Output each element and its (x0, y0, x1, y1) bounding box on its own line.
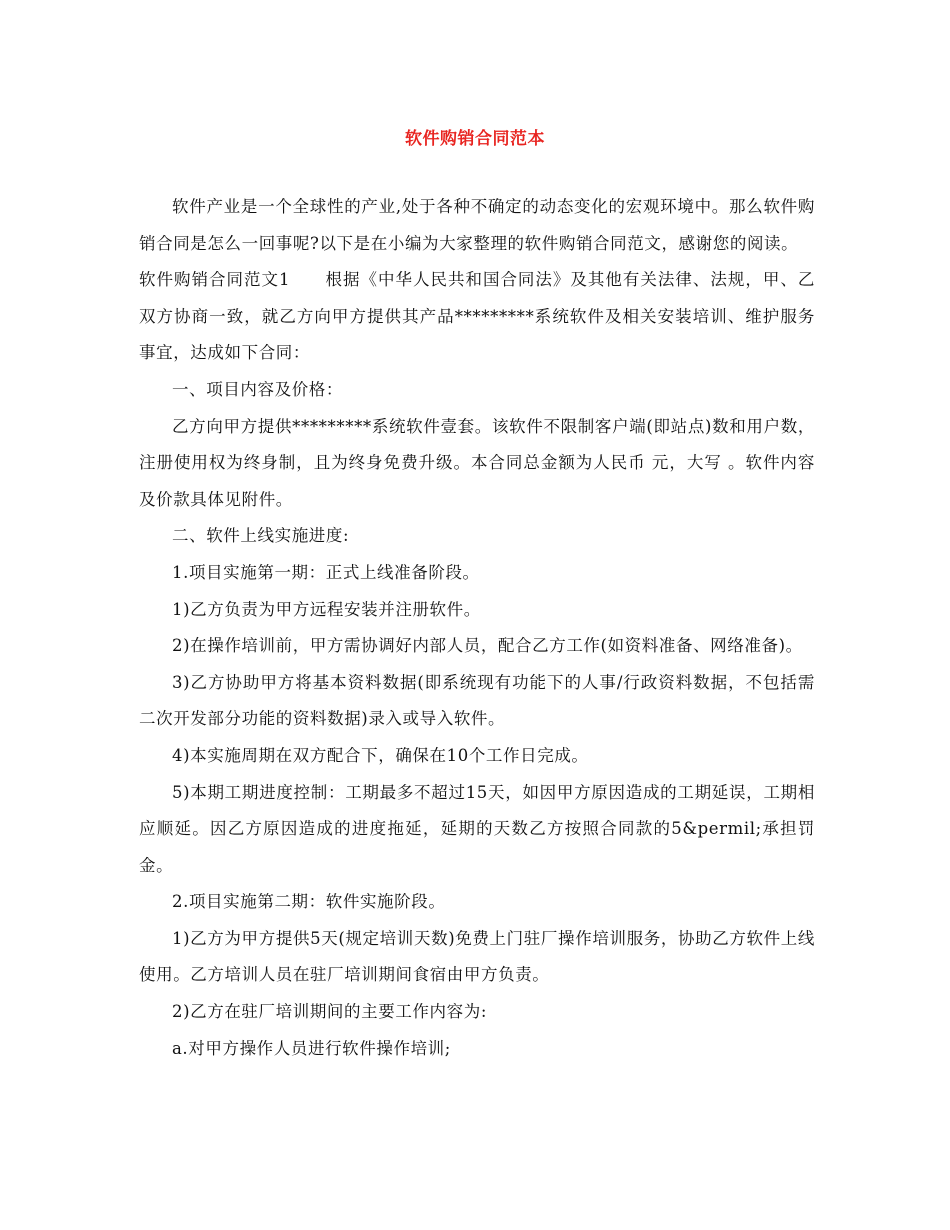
phase-2-heading: 2.项目实施第二期：软件实施阶段。 (172, 892, 446, 912)
section-heading-2: 二、软件上线实施进度: (172, 526, 350, 546)
phase-1-heading: 1.项目实施第一期：正式上线准备阶段。 (172, 562, 480, 582)
paragraph-content-price: 乙方向甲方提供*********系统软件壹套。该软件不限制客户端(即站点)数和用户数，注册使用权为终身制，且为终身免费升级。本合同总金额为人民币 元，大写 。软件内容及价款具体见附件。 (139, 416, 815, 509)
phase-1-item-5: 5)本期工期进度控制：工期最多不超过15天，如因甲方原因造成的工期延误，工期相应顺延。因乙方原因造成的进度拖延，延期的天数乙方按照合同款的5&permil;承担罚金。 (139, 782, 815, 875)
phase-1-item-2: 2)在操作培训前，甲方需协调好内部人员，配合乙方工作(如资料准备、网络准备)。 (172, 636, 803, 656)
document-title: 软件购销合同范本 (405, 129, 545, 149)
paragraph-preamble: 软件购销合同范文1 根据《中华人民共和国合同法》及其他有关法律、法规，甲、乙双方协商一致，就乙方向甲方提供其产品*********系统软件及相关安装培训、维护服务事宜，达成如下合同： (139, 270, 815, 363)
phase-2-item-1: 1)乙方为甲方提供5天(规定培训天数)免费上门驻厂操作培训服务，协助乙方软件上线使用。乙方培训人员在驻厂培训期间食宿由甲方负责。 (139, 928, 815, 985)
phase-2-item-a: a.对甲方操作人员进行软件操作培训; (172, 1038, 451, 1058)
section-heading-1: 一、项目内容及价格： (172, 379, 343, 399)
phase-1-item-4: 4)本实施周期在双方配合下，确保在10个工作日完成。 (172, 745, 589, 765)
paragraph-intro: 软件产业是一个全球性的产业,处于各种不确定的动态变化的宏观环境中。那么软件购销合同是怎么一回事呢?以下是在小编为大家整理的软件购销合同范文，感谢您的阅读。 (139, 197, 815, 253)
document-body (139, 189, 815, 1067)
phase-1-item-3: 3)乙方协助甲方将基本资料数据(即系统现有功能下的人事/行政资料数据，不包括需二次开发部分功能的资料数据)录入或导入软件。 (139, 672, 815, 729)
phase-1-item-1: 1)乙方负责为甲方远程安装并注册软件。 (172, 599, 481, 619)
phase-2-item-2: 2)乙方在驻厂培训期间的主要工作内容为: (172, 1002, 487, 1022)
